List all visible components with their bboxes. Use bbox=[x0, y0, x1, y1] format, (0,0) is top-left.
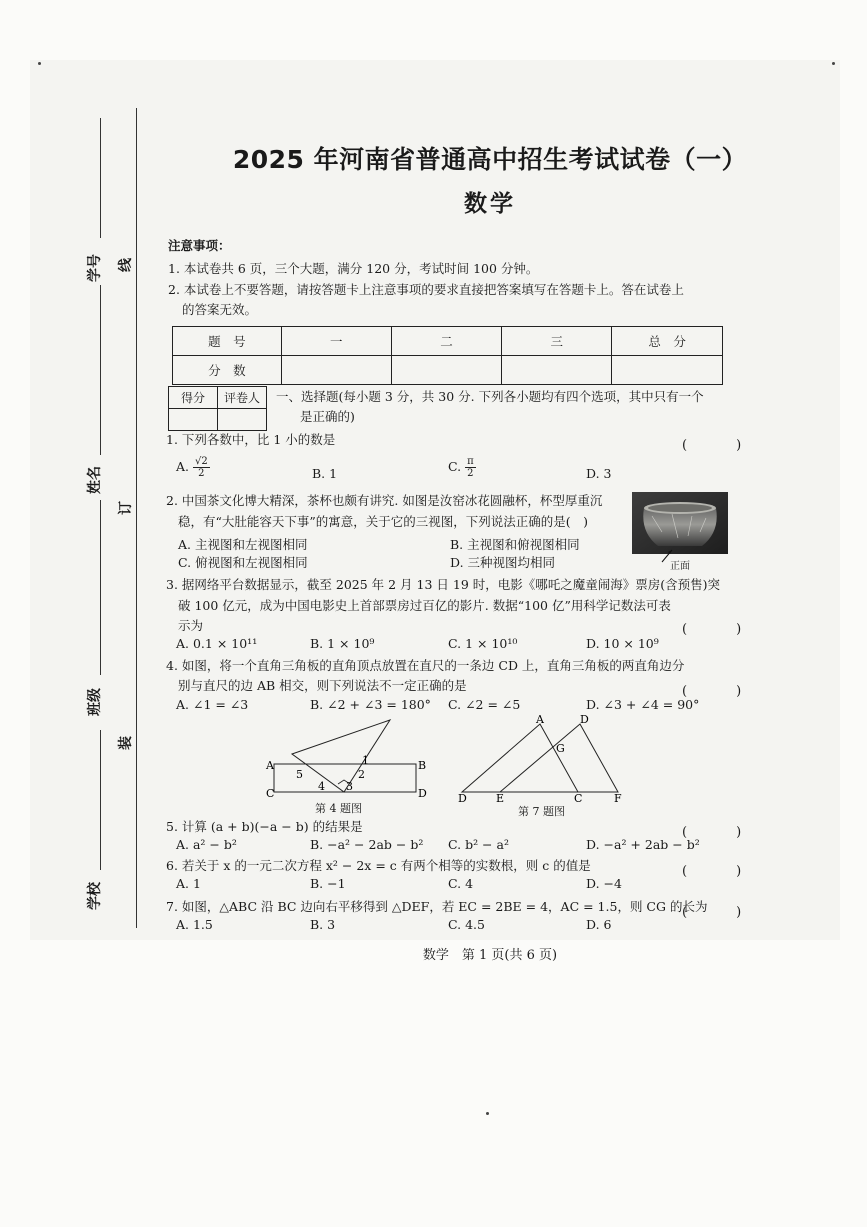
figure-4-angle-3: 3 bbox=[346, 780, 353, 793]
tea-cup-image bbox=[632, 492, 728, 564]
scan-speck bbox=[486, 1112, 489, 1115]
page-footer: 数学 第 1 页(共 6 页) bbox=[422, 948, 558, 963]
grader-score-cell bbox=[169, 409, 218, 431]
tea-cup-front-label: 正面 bbox=[670, 561, 690, 572]
question-1-option-c bbox=[448, 456, 476, 479]
question-4-option-a: A. ∠1 = ∠3 bbox=[176, 697, 249, 712]
figure-4-angle-4: 4 bbox=[318, 780, 325, 793]
question-1-answer-paren: ( ) bbox=[682, 438, 760, 453]
question-4-option-c: C. ∠2 = ∠5 bbox=[448, 697, 521, 712]
margin-label-school: 学校 bbox=[87, 882, 103, 910]
question-5-option-a: A. a² − b² bbox=[176, 837, 237, 852]
question-1-stem: 1. 下列各数中，比 1 小的数是 bbox=[166, 432, 336, 447]
question-1-option-c-denominator: 2 bbox=[467, 468, 474, 479]
question-1-option-c-prefix: C. bbox=[448, 459, 462, 474]
grader-box bbox=[168, 386, 267, 431]
score-cell-2 bbox=[391, 356, 501, 385]
question-3-option-d: D. 10 × 10⁹ bbox=[586, 636, 659, 651]
margin-label-student-id: 学号 bbox=[87, 254, 103, 282]
notice-item-2-cont: 的答案无效。 bbox=[182, 302, 258, 317]
question-1-option-a-prefix: A. bbox=[176, 459, 190, 474]
question-1-option-b: B. 1 bbox=[312, 466, 338, 481]
question-5-option-b: B. −a² − 2ab − b² bbox=[310, 837, 424, 852]
score-cell-3 bbox=[502, 356, 612, 385]
figure-7-label-g: G bbox=[556, 742, 565, 755]
margin-blank-name bbox=[100, 500, 101, 675]
question-3-answer-paren: ( ) bbox=[682, 622, 760, 637]
figure-7-label-d-point: D bbox=[458, 792, 467, 804]
question-1-option-a-denominator: 2 bbox=[198, 468, 205, 479]
score-cell-1 bbox=[281, 356, 391, 385]
exam-subject: 数学 bbox=[464, 190, 516, 217]
question-3-stem: 3. 据网络平台数据显示，截至 2025 年 2 月 13 日 19 时，电影《哪吒之魔童闹海》票房(含预售)突 bbox=[166, 577, 721, 592]
margin-blank-student-id-top bbox=[100, 118, 101, 238]
question-3-option-b: B. 1 × 10⁹ bbox=[310, 636, 375, 651]
figure-4-angle-5: 5 bbox=[296, 768, 303, 781]
question-4-stem: 4. 如图，将一个直角三角板的直角顶点放置在直尺的一条边 CD 上，直角三角板的两直角边分 bbox=[166, 658, 685, 673]
question-6-option-c: C. 4 bbox=[448, 876, 474, 891]
section-1-heading-cont: 是正确的) bbox=[300, 409, 355, 424]
margin-mark-fix: 装 bbox=[118, 736, 134, 750]
question-2-stem: 2. 中国茶文化博大精深，茶杯也颇有讲究. 如图是汝窑冰花圆融杯，杯型厚重沉 bbox=[166, 493, 603, 508]
score-table bbox=[172, 326, 723, 385]
question-6-option-b: B. −1 bbox=[310, 876, 346, 891]
question-1-option-c-numerator: π bbox=[467, 456, 474, 467]
question-7-option-d: D. 6 bbox=[586, 917, 612, 932]
question-4-option-d: D. ∠3 + ∠4 = 90° bbox=[586, 697, 700, 712]
question-2-option-d: D. 三种视图均相同 bbox=[450, 555, 556, 570]
question-6-answer-paren: ( ) bbox=[682, 864, 760, 879]
question-2-option-a: A. 主视图和左视图相同 bbox=[178, 537, 308, 552]
margin-mark-bind: 订 bbox=[118, 501, 134, 515]
margin-blank-student-id bbox=[100, 285, 101, 455]
figure-4-label-a: A bbox=[266, 759, 274, 772]
grader-score-label: 得分 bbox=[169, 387, 218, 409]
question-3-option-a: A. 0.1 × 10¹¹ bbox=[176, 636, 258, 651]
question-7-option-a: A. 1.5 bbox=[176, 917, 213, 932]
score-table-head-label: 题 号 bbox=[173, 327, 282, 356]
margin-label-class: 班级 bbox=[87, 688, 103, 716]
figure-7-diagram bbox=[452, 714, 632, 804]
question-4-answer-paren: ( ) bbox=[682, 684, 760, 699]
scan-speck bbox=[38, 62, 41, 65]
question-6-option-a: A. 1 bbox=[176, 876, 201, 891]
question-6-stem: 6. 若关于 x 的一元二次方程 x² − 2x = c 有两个相等的实数根，则 c 的值是 bbox=[166, 858, 591, 873]
question-1-option-a bbox=[176, 456, 210, 479]
score-table-head-total: 总 分 bbox=[612, 327, 723, 356]
score-cell-total bbox=[612, 356, 723, 385]
question-4-option-b: B. ∠2 + ∠3 = 180° bbox=[310, 697, 431, 712]
margin-blank-class bbox=[100, 730, 101, 870]
score-table-head-3: 三 bbox=[502, 327, 612, 356]
margin-mark-line: 线 bbox=[118, 258, 134, 272]
figure-7-label-c: C bbox=[574, 792, 583, 804]
binding-line bbox=[136, 108, 137, 928]
figure-7-label-top-d: D bbox=[580, 714, 589, 726]
question-2-option-b: B. 主视图和俯视图相同 bbox=[450, 537, 580, 552]
notice-item-2: 2. 本试卷上不要答题，请按答题卡上注意事项的要求直接把答案填写在答题卡上。答在试卷上 bbox=[168, 282, 684, 297]
question-5-answer-paren: ( ) bbox=[682, 825, 760, 840]
question-5-stem: 5. 计算 (a + b)(−a − b) 的结果是 bbox=[166, 819, 363, 834]
question-7-answer-paren: ( ) bbox=[682, 905, 760, 920]
figure-4-label-b: B bbox=[418, 759, 427, 772]
question-3-stem-cont-2: 示为 bbox=[178, 618, 204, 633]
score-table-row-label: 分 数 bbox=[173, 356, 282, 385]
question-7-stem: 7. 如图，△ABC 沿 BC 边向右平移得到 △DEF，若 EC = 2BE = 4，AC = 1.5，则 CG 的长为 bbox=[166, 899, 708, 914]
figure-4-caption: 第 4 题图 bbox=[315, 802, 362, 815]
question-5-option-c: C. b² − a² bbox=[448, 837, 509, 852]
question-7-option-c: C. 4.5 bbox=[448, 917, 485, 932]
question-5-option-d: D. −a² + 2ab − b² bbox=[586, 837, 700, 852]
score-table-head-1: 一 bbox=[281, 327, 391, 356]
grader-reviewer-label: 评卷人 bbox=[218, 387, 267, 409]
question-2-stem-cont: 稳，有“大肚能容天下事”的寓意，关于它的三视图，下列说法正确的是( ) bbox=[178, 514, 589, 529]
question-4-stem-cont: 别与直尺的边 AB 相交，则下列说法不一定正确的是 bbox=[178, 678, 467, 693]
scan-speck bbox=[832, 62, 835, 65]
question-1-option-c-fraction bbox=[465, 456, 476, 479]
figure-7-label-a: A bbox=[536, 714, 544, 726]
figure-4-angle-1: 1 bbox=[362, 754, 369, 767]
figure-4-label-c: C bbox=[266, 787, 275, 800]
exam-title: 2025 年河南省普通高中招生考试试卷（一） bbox=[232, 145, 748, 174]
section-1-heading: 一、选择题(每小题 3 分，共 30 分. 下列各小题均有四个选项，其中只有一个 bbox=[276, 389, 704, 404]
figure-4-diagram bbox=[262, 714, 432, 814]
question-1-option-a-numerator: √2 bbox=[195, 456, 208, 467]
question-3-stem-cont: 破 100 亿元，成为中国电影史上首部票房过百亿的影片. 数据“100 亿”用科学记数法可表 bbox=[178, 598, 671, 613]
notice-heading: 注意事项： bbox=[168, 238, 231, 253]
question-3-option-c: C. 1 × 10¹⁰ bbox=[448, 636, 518, 651]
figure-7-label-e: E bbox=[496, 792, 505, 804]
question-7-option-b: B. 3 bbox=[310, 917, 336, 932]
question-1-option-d: D. 3 bbox=[586, 466, 612, 481]
figure-4-angle-2: 2 bbox=[358, 768, 365, 781]
notice-item-1: 1. 本试卷共 6 页，三个大题，满分 120 分，考试时间 100 分钟。 bbox=[168, 261, 539, 276]
figure-7-caption: 第 7 题图 bbox=[518, 805, 565, 818]
question-1-option-a-fraction bbox=[193, 456, 210, 479]
margin-label-name: 姓名 bbox=[87, 466, 103, 494]
question-6-option-d: D. −4 bbox=[586, 876, 622, 891]
score-table-head-2: 二 bbox=[391, 327, 501, 356]
figure-4-label-d: D bbox=[418, 787, 427, 800]
grader-reviewer-cell bbox=[218, 409, 267, 431]
figure-7-label-f: F bbox=[614, 792, 622, 804]
question-2-option-c: C. 俯视图和左视图相同 bbox=[178, 555, 308, 570]
